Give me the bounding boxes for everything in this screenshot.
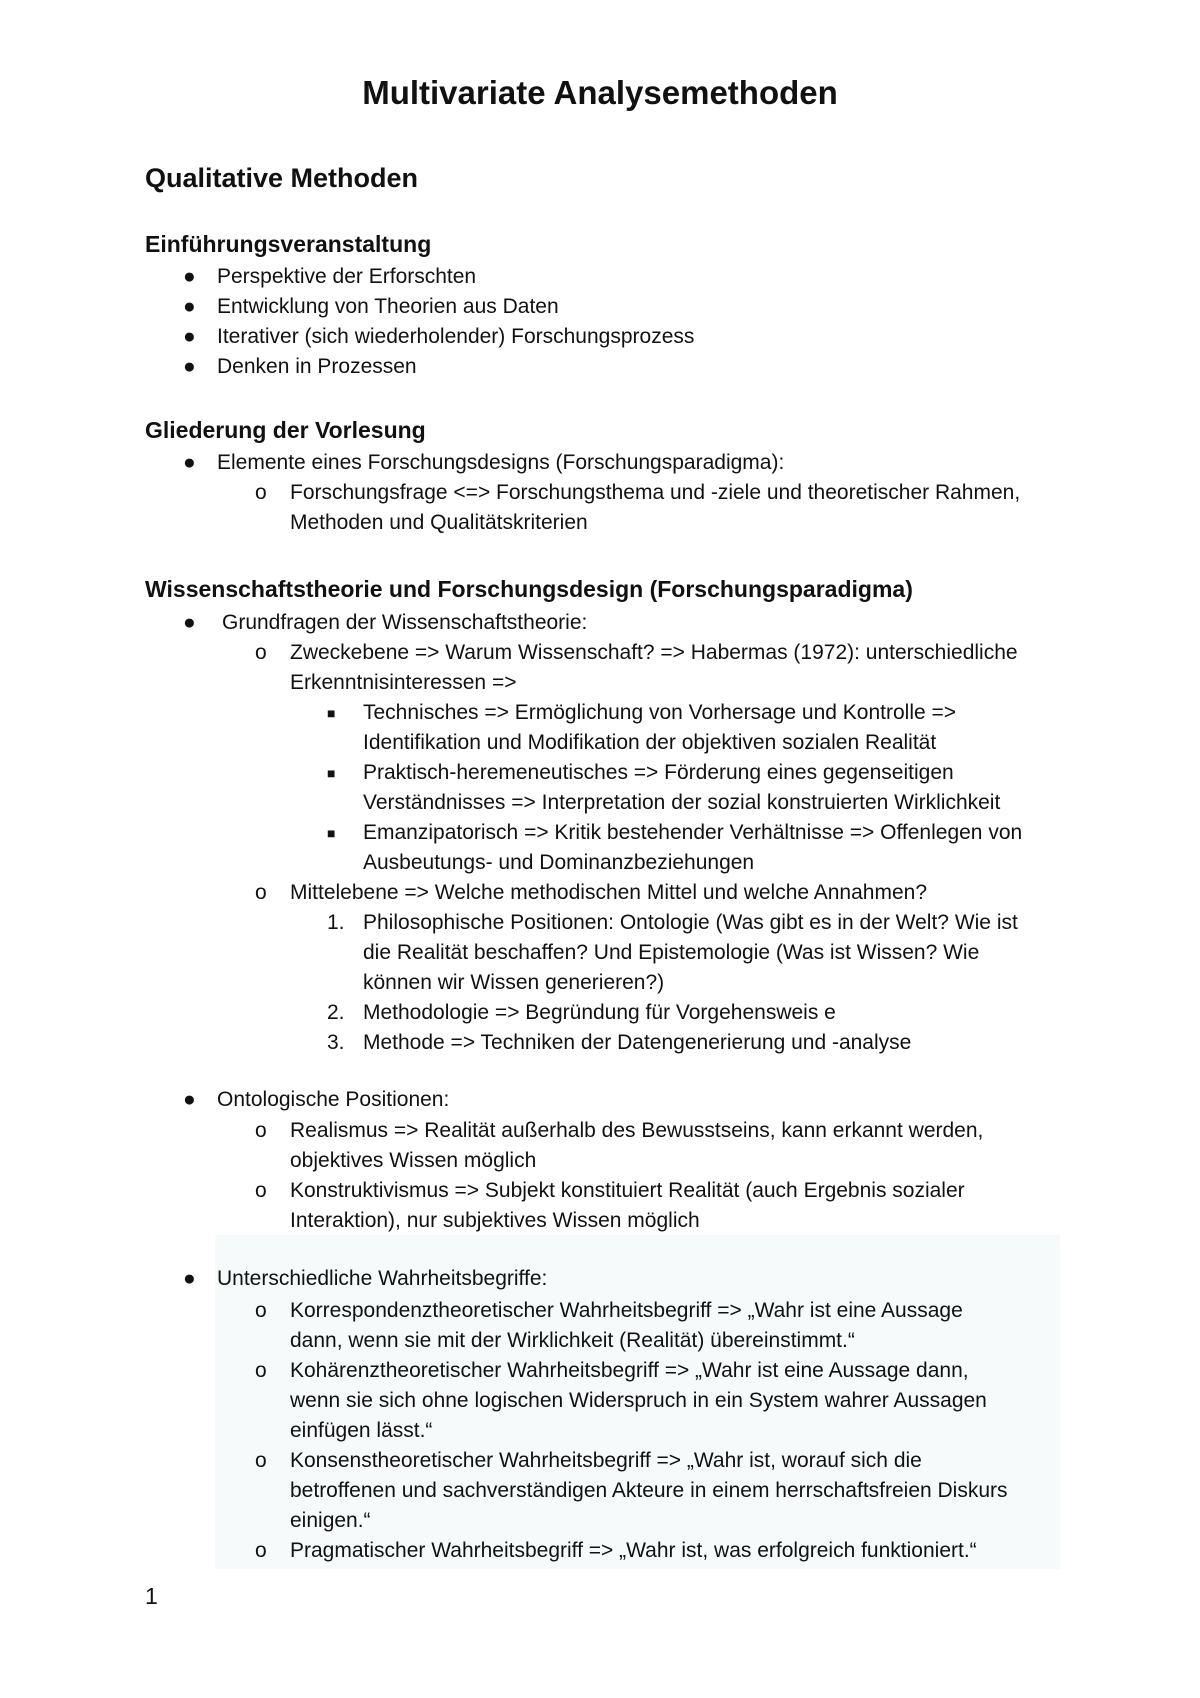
heading-einfuehrung: Einführungsveranstaltung — [145, 231, 432, 257]
square-bullet-icon: ■ — [327, 705, 336, 721]
sub-sub-item-line: Ausbeutungs- und Dominanzbeziehungen — [363, 851, 755, 874]
list-item: Entwicklung von Theorien aus Daten — [217, 295, 559, 318]
square-bullet-icon: ■ — [327, 765, 336, 781]
bullet-icon: ● — [183, 325, 196, 348]
document-title: Multivariate Analysemethoden — [362, 74, 838, 111]
sub-item-line: Interaktion), nur subjektives Wissen möglich — [290, 1209, 700, 1232]
circle-bullet-icon: o — [255, 1179, 267, 1202]
sub-sub-item-line: Emanzipatorisch => Kritik bestehender Verhältnisse => Offenlegen von — [363, 821, 1023, 844]
list-number: 1. — [327, 911, 345, 934]
sub-item-line: Zweckebene => Warum Wissenschaft? => Habermas (1972): unterschiedliche — [290, 641, 1018, 664]
circle-bullet-icon: o — [255, 481, 267, 504]
circle-bullet-icon: o — [255, 641, 267, 664]
list-item: Iterativer (sich wiederholender) Forschungsprozess — [217, 325, 695, 348]
circle-bullet-icon: o — [255, 881, 267, 904]
sub-sub-item-line: Praktisch-heremeneutisches => Förderung eines gegenseitigen — [363, 761, 954, 784]
sub-item-line: Konsenstheoretischer Wahrheitsbegriff => „Wahr ist, worauf sich die — [290, 1449, 922, 1472]
circle-bullet-icon: o — [255, 1119, 267, 1142]
sub-sub-item-line: Verständnisses => Interpretation der sozial konstruierten Wirklichkeit — [363, 791, 1001, 814]
sub-item-line: Konstruktivismus => Subjekt konstituiert Realität (auch Ergebnis sozialer — [290, 1179, 965, 1202]
square-bullet-icon: ■ — [327, 825, 336, 841]
list-item: Elemente eines Forschungsdesigns (Forschungsparadigma): — [217, 451, 785, 474]
sub-item-line: wenn sie sich ohne logischen Widerspruch in ein System wahrer Aussagen — [290, 1389, 987, 1412]
circle-bullet-icon: o — [255, 1539, 267, 1562]
sub-sub-item-line: Technisches => Ermöglichung von Vorhersage und Kontrolle => — [363, 701, 957, 724]
sub-item-line: Realismus => Realität außerhalb des Bewusstseins, kann erkannt werden, — [290, 1119, 984, 1142]
bullet-icon: ● — [183, 1088, 196, 1111]
list-item: Denken in Prozessen — [217, 355, 417, 378]
list-item: Perspektive der Erforschten — [217, 265, 477, 288]
numbered-item-line: können wir Wissen generieren?) — [363, 971, 665, 994]
bullet-icon: ● — [183, 451, 196, 474]
heading-gliederung: Gliederung der Vorlesung — [145, 417, 426, 443]
circle-bullet-icon: o — [255, 1299, 267, 1322]
numbered-item-line: die Realität beschaffen? Und Epistemologie (Was ist Wissen? Wie — [363, 941, 980, 964]
numbered-item-line: Methode => Techniken der Datengenerierung und -analyse — [363, 1031, 912, 1054]
sub-item-line: einfügen lässt.“ — [290, 1419, 433, 1442]
sub-item-line: einigen.“ — [290, 1509, 371, 1532]
heading-wissenschaftstheorie: Wissenschaftstheorie und Forschungsdesign (Forschungsparadigma) — [145, 576, 913, 602]
sub-item-line: Kohärenztheoretischer Wahrheitsbegriff => „Wahr ist eine Aussage dann, — [290, 1359, 969, 1382]
bullet-icon: ● — [183, 611, 196, 634]
sub-item-line: Erkenntnisinteressen => — [290, 671, 517, 694]
list-number: 2. — [327, 1001, 345, 1024]
circle-bullet-icon: o — [255, 1449, 267, 1472]
sub-item-line: betroffenen und sachverständigen Akteure in einem herrschaftsfreien Diskurs — [290, 1479, 1008, 1502]
sub-item-line: Forschungsfrage <=> Forschungsthema und -ziele und theoretischer Rahmen, — [290, 481, 1021, 504]
bullet-icon: ● — [183, 355, 196, 378]
sub-item-line: Mittelebene => Welche methodischen Mittel und welche Annahmen? — [290, 881, 928, 904]
sub-item-line: Korrespondenztheoretischer Wahrheitsbegriff => „Wahr ist eine Aussage — [290, 1299, 963, 1322]
page-number: 1 — [145, 1583, 158, 1609]
sub-item-line: Methoden und Qualitätskriterien — [290, 511, 588, 534]
bullet-icon: ● — [183, 265, 196, 288]
sub-sub-item-line: Identifikation und Modifikation der objektiven sozialen Realität — [363, 731, 937, 754]
numbered-item-line: Philosophische Positionen: Ontologie (Was gibt es in der Welt? Wie ist — [363, 911, 1018, 934]
list-item: Unterschiedliche Wahrheitsbegriffe: — [217, 1267, 548, 1290]
sub-item-line: objektives Wissen möglich — [290, 1149, 537, 1172]
bullet-icon: ● — [183, 1267, 196, 1290]
list-item: Ontologische Positionen: — [217, 1088, 450, 1111]
bullet-icon: ● — [183, 295, 196, 318]
sub-item-line: Pragmatischer Wahrheitsbegriff => „Wahr ist, was erfolgreich funktioniert.“ — [290, 1539, 977, 1562]
section-heading: Qualitative Methoden — [145, 163, 419, 193]
list-number: 3. — [327, 1031, 345, 1054]
circle-bullet-icon: o — [255, 1359, 267, 1382]
list-item: Grundfragen der Wissenschaftstheorie: — [222, 611, 588, 634]
sub-item-line: dann, wenn sie mit der Wirklichkeit (Realität) übereinstimmt.“ — [290, 1329, 855, 1352]
numbered-item-line: Methodologie => Begründung für Vorgehensweis e — [363, 1001, 836, 1024]
